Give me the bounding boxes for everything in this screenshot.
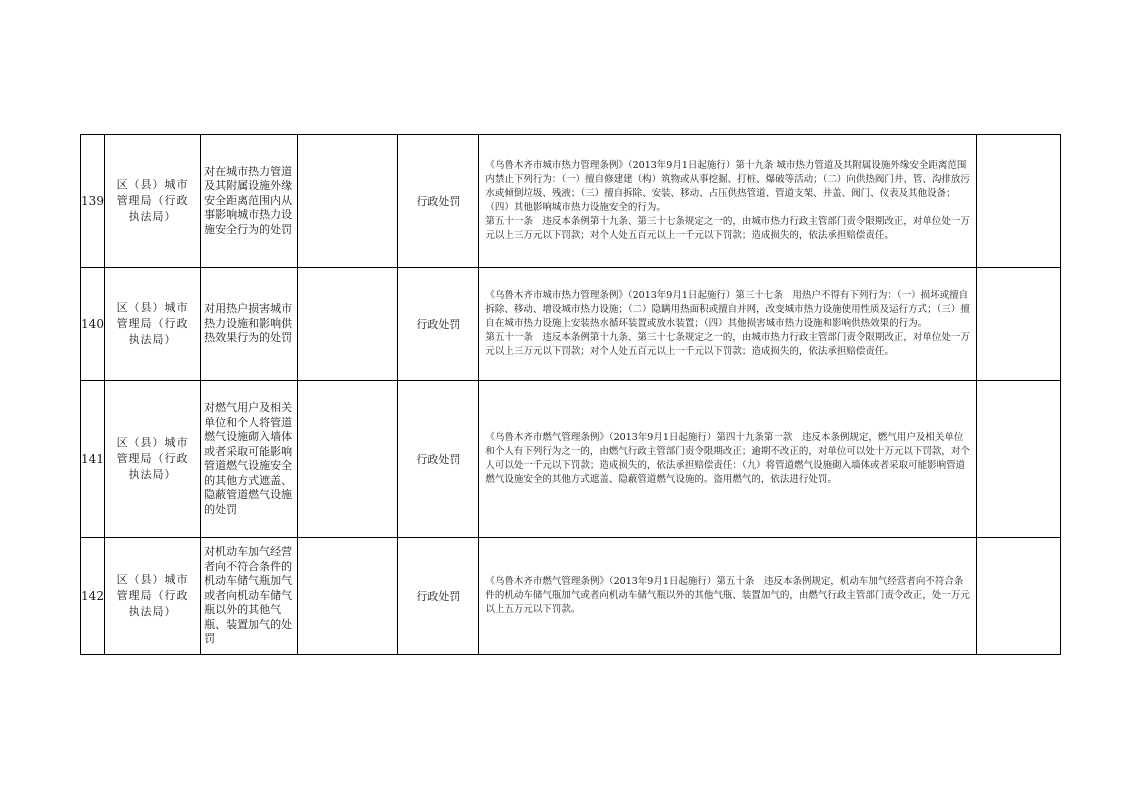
empty-cell (298, 268, 398, 381)
table-row (81, 135, 1061, 268)
row-number: 139 (81, 135, 105, 268)
item-name-cell: 对燃气用户及相关单位和个人将管道燃气设施砌入墙体或者采取可能影响管道燃气设施安全的其他方式遮盖、隐蔽管道燃气设施的处罚 (201, 381, 298, 538)
legal-basis-cell (479, 135, 977, 268)
department-text: 区（县）城市管理局（行政执法局） (116, 436, 189, 481)
legal-basis-cell (479, 268, 977, 381)
row-number: 141 (81, 381, 105, 538)
department-cell (105, 381, 201, 538)
row-number: 142 (81, 538, 105, 655)
legal-basis-text: 《乌鲁木齐市城市热力管理条例》（2013年9月1日起施行）第三十七条 用热户不得有下列行为：（一）损坏或擅自拆除、移动、增设城市热力设施；（二）隐瞒用热面积或擅自并网，改变城市热力设施使用性质及运行方式；（三）擅自在城市热力设施上安装热水循环装置或放水装置；（四）其他损害城市热力设施和影响供热效果的行为。 第五十一条 违反本条例第十九条、第三十七条规定之一的，由城市热力行政主管部门责令限期改正，对单位处一万元以上三万元以下罚款；对个人处五百元以上一千元以下罚款；造成损失的，依法承担赔偿责任。 (485, 290, 970, 357)
item-name-cell: 对在城市热力管道及其附属设施外缘安全距离范围内从事影响城市热力设施安全行为的处罚 (201, 135, 298, 268)
department-cell (105, 135, 201, 268)
department-cell (105, 268, 201, 381)
department-text: 区（县）城市管理局（行政执法局） (116, 178, 189, 223)
penalty-type-cell: 行政处罚 (398, 268, 479, 381)
empty-cell (298, 381, 398, 538)
penalty-type-cell: 行政处罚 (398, 538, 479, 655)
table-row (81, 268, 1061, 381)
table-row (81, 538, 1061, 655)
empty-cell (976, 268, 1060, 381)
department-cell (105, 538, 201, 655)
item-name-cell: 对用热户损害城市热力设施和影响供热效果行为的处罚 (201, 268, 298, 381)
table-row (81, 381, 1061, 538)
penalty-type-cell: 行政处罚 (398, 135, 479, 268)
item-name-cell: 对机动车加气经营者向不符合条件的机动车储气瓶加气或者向机动车储气瓶以外的其他气瓶、装置加气的处罚 (201, 538, 298, 655)
empty-cell (298, 135, 398, 268)
legal-basis-cell (479, 538, 977, 655)
enforcement-table (80, 134, 1061, 655)
department-text: 区（县）城市管理局（行政执法局） (116, 301, 189, 346)
row-number: 140 (81, 268, 105, 381)
empty-cell (976, 381, 1060, 538)
legal-basis-cell (479, 381, 977, 538)
penalty-type-cell: 行政处罚 (398, 381, 479, 538)
empty-cell (976, 135, 1060, 268)
empty-cell (298, 538, 398, 655)
legal-basis-text: 《乌鲁木齐市燃气管理条例》（2013年9月1日起施行）第四十九条第一款 违反本条例规定，燃气用户及相关单位和个人有下列行为之一的，由燃气行政主管部门责令限期改正；逾期不改正的，对单位可以处十万元以下罚款，对个人可以处一千元以下罚款；造成损失的，依法承担赔偿责任：（九）将管道燃气设施砌入墙体或者采取可能影响管道燃气设施安全的其他方式遮盖、隐蔽管道燃气设施的。盗用燃气的，依法进行处罚。 (485, 432, 970, 485)
legal-basis-text: 《乌鲁木齐市城市热力管理条例》（2013年9月1日起施行）第十九条 城市热力管道及其附属设施外缘安全距离范围内禁止下列行为：（一）擅自修建建（构）筑物或从事挖掘、打桩、爆破等活动；（二）向供热阀门井、管、沟排放污水或倾倒垃圾、残液；（三）擅自拆除、安装、移动、占压供热管道、管道支架、井盖、阀门、仪表及其他设备；（四）其他影响城市热力设施安全的行为。 第五十一条 违反本条例第十九条、第三十七条规定之一的，由城市热力行政主管部门责令限期改正，对单位处一万元以上三万元以下罚款；对个人处五百元以上一千元以下罚款；造成损失的，依法承担赔偿责任。 (485, 160, 970, 241)
legal-basis-text: 《乌鲁木齐市燃气管理条例》（2013年9月1日起施行）第五十条 违反本条例规定，机动车加气经营者向不符合条件的机动车储气瓶加气或者向机动车储气瓶以外的其他气瓶、装置加气的，由燃气行政主管部门责令改正，处一万元以上五万元以下罚款。 (485, 576, 970, 615)
empty-cell (976, 538, 1060, 655)
department-text: 区（县）城市管理局（行政执法局） (116, 573, 189, 618)
